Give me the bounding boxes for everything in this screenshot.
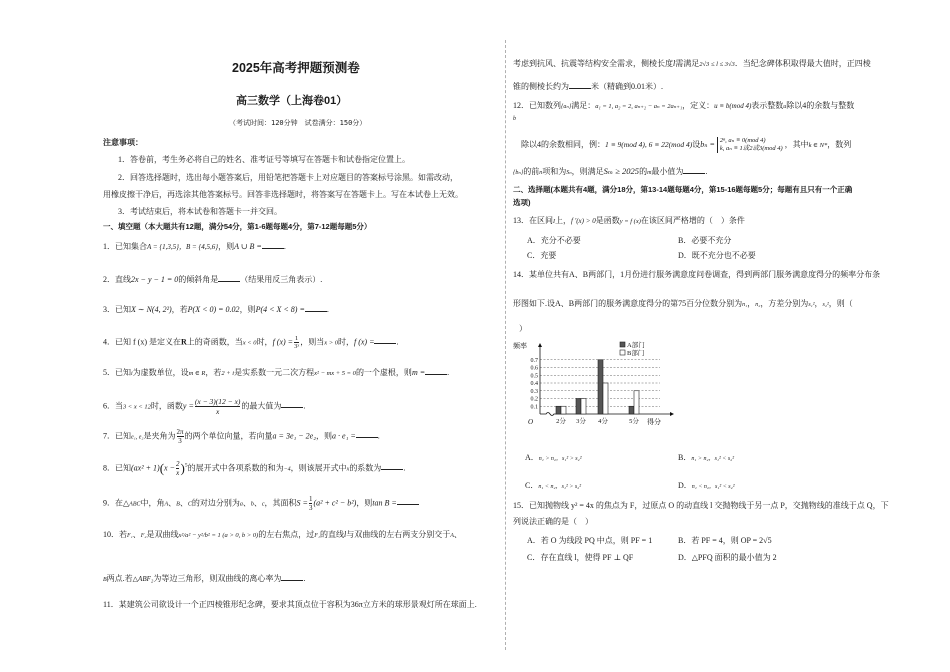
q11-text-3b: 米（精确到0.01米）.	[591, 82, 663, 91]
q5-text-h: 的一个虚根，则	[355, 368, 412, 377]
q15-option-b[interactable]: B．若 PF = 4，则 OP = 2√5	[678, 536, 772, 545]
q5-text-b: 为虚数单位，设	[132, 368, 189, 377]
q9-fraction	[309, 495, 313, 512]
q9-text-r: ，则	[356, 498, 373, 508]
legend-swatch-1	[620, 350, 625, 355]
q3-distribution: X ∼ N(4, 2²)	[131, 305, 172, 314]
notice-item-3: 3．考试结束后，将本试卷和答题卡一并交回。	[118, 207, 282, 216]
x-axis-arrow	[670, 412, 674, 416]
q12-seq-b: {bₙ}	[513, 170, 524, 176]
question-3: 3．已知X ∼ N(4, 2²)，若P(X < 0) = 0.02，则P(4 < X < 8) = .	[103, 305, 329, 314]
q4-cond-pos: x > 0	[324, 339, 338, 347]
q14-sep2: ，	[814, 299, 823, 308]
q14-option-d[interactable]	[678, 481, 735, 492]
q9-sep2: 、	[179, 498, 188, 508]
q14-option-b-math: n₁ > n₂，s₁² < s₂²	[691, 456, 735, 462]
q11-l: l	[673, 59, 676, 68]
q8-frac-den: x	[176, 469, 180, 477]
bar-a-4	[598, 360, 603, 414]
q9-side-c: c	[261, 501, 265, 508]
q10-triangle: △ABF₂	[132, 575, 154, 583]
q13-text-e: 是函数	[595, 216, 620, 225]
q12-text-3f: ，则满足	[571, 167, 604, 176]
y-tick-label-5: 0.6	[530, 365, 538, 372]
q11-text-3a: 锥的侧棱长约为	[513, 82, 569, 91]
q7-dot: a · e₁ =	[332, 431, 356, 441]
notice-item-2-cont: 用橡皮擦干净后，再选涂其他答案标号。回答非选择题时，将答案写在答题卡上。写在本试卷上无效。	[103, 190, 463, 199]
q14-option-a-math: n₁ > n₂，s₁² > s₂²	[538, 456, 582, 462]
q1-answer-blank[interactable]	[262, 240, 284, 249]
q13-function: y = f (x)	[619, 218, 641, 225]
x-axis-label: 得分	[647, 418, 661, 426]
q3-text-a: 3．已知	[103, 305, 131, 314]
q6-text-e: 的最大值为	[241, 401, 282, 411]
q5-answer-blank[interactable]	[425, 366, 447, 375]
q12-answer-blank[interactable]	[683, 165, 705, 174]
q7-frac-den: 3	[178, 437, 182, 445]
q15-option-a[interactable]: A．若 O 为线段 PQ 中点，则 PF = 1	[527, 536, 653, 545]
q12-text-2c: 设	[692, 139, 701, 149]
q5-text-a: 5．已知	[103, 368, 131, 377]
q4-real-set: R	[181, 337, 187, 347]
q12-k-set: k ∈ N*	[808, 141, 828, 149]
q1-union: A ∪ B =	[234, 242, 262, 251]
q3-prob-given: P(X < 0) = 0.02	[187, 305, 240, 314]
q9-side-a: a	[239, 501, 243, 508]
q12-text-2g: ，数列	[827, 139, 852, 149]
question-6: 6．当3 < x < 12时，函数y = $\frac{(x - 3)(12 - x)}{x}$ 的最大值为 .	[103, 397, 306, 416]
q2-text-d: （结果用反三角表示）.	[240, 275, 323, 284]
q12-text-2a: 除以4的余数相同，例：	[521, 139, 605, 149]
q12-m: m	[647, 170, 652, 176]
q9-angle-C: C	[187, 501, 192, 508]
q8-text-f: ，则该展开式中	[290, 463, 347, 473]
q12-Sm: Sₘ ≥ 2025	[603, 166, 640, 176]
q9-answer-blank[interactable]	[397, 496, 419, 505]
q8-rparen: )	[180, 460, 185, 476]
q9-tanB: tan B =	[372, 498, 397, 508]
q9-text-c: 中，角	[140, 498, 165, 508]
q9-angle-A: A	[164, 501, 169, 508]
legend-label-0: A部门	[627, 342, 645, 349]
question-1: 1．已知集合A = {1,3,5}，B = {4,5,6}，则A ∪ B = .	[103, 242, 286, 251]
question-15: 15．已知抛物线 y² = 4x 的焦点为 F，过原点 O 的动直线 l 交抛物线于另一点 P，交抛物线的准线于点 Q，下	[513, 501, 889, 510]
bar-b-2	[561, 406, 566, 414]
notice-item-1: 1．答卷前，考生务必将自己的姓名、准考证号等填写在答题卡和试卷指定位置上。	[118, 155, 410, 164]
q13-interval: I	[553, 219, 555, 225]
q9-triangle: ABC	[129, 501, 141, 508]
q12-recurrence: a₁ = 1, a₂ = 2, aₙ₊₂ − aₙ = 2aₙ₊₁	[595, 103, 683, 110]
q14-text-2i: ，则（	[828, 299, 853, 308]
q1-text-a: 1．已知集合	[103, 242, 147, 251]
q8-x: x	[346, 466, 350, 473]
y-tick-label-1: 0.2	[530, 396, 538, 403]
question-10-line2: B两点.若△ABF₂为等边三角形，则双曲线的离心率为 .	[103, 574, 306, 583]
section2-heading: 二、选择题(本题共有4题，满分18分，第13-14题每题4分，第15-16题每题5分；每题有且只有一个正确	[513, 185, 853, 194]
bar-b-3	[581, 399, 586, 415]
q12-text-3d: 项和为	[542, 167, 567, 176]
x-tick-label-0: 2分	[556, 418, 566, 425]
exam-title: 2025年高考押题预测卷	[232, 61, 360, 75]
q11-text-2e: ．当纪念碑体积取得最大值时，正四棱	[734, 59, 871, 68]
q14-text-2a: 形图如下.设A、B两部门的服务满意度得分的第75百分位数分别为	[513, 299, 743, 308]
q7-text-d: 的两个单位向量，若向量	[184, 431, 273, 441]
bar-b-4	[603, 383, 608, 414]
q10-F1: F₁	[127, 533, 133, 539]
bar-a-5	[629, 406, 634, 414]
bar-b-5	[634, 391, 639, 414]
q10-text-2d: 为等边三角形，则双曲线的离心率为	[153, 574, 282, 583]
q12-text-1a: 12．已知数列	[513, 101, 561, 110]
frequency-bar-chart	[510, 336, 685, 432]
q8-frac-num: 2	[175, 460, 180, 468]
q12-text-1i: 除以4的余数与整数	[786, 101, 855, 110]
q14-s2: s₂²	[822, 302, 829, 308]
q9-text-i: 的对边分别为	[191, 498, 240, 508]
q10-sep2: 、	[453, 530, 462, 539]
question-14-line3: ）	[519, 324, 527, 333]
q8-text-a: 8．已知	[103, 463, 131, 473]
q10-A: A	[450, 533, 454, 539]
y-tick-label-2: 0.3	[530, 388, 538, 395]
q4-cond-neg: x < 0	[242, 339, 257, 347]
question-5: 5．已知i为虚数单位，设m ∈ R，若2 + i是实系数一元二次方程x² − mx + 5 = 0的一个虚根，则m = .	[103, 368, 450, 377]
legend-swatch-0	[620, 342, 625, 347]
column-divider	[505, 40, 506, 650]
q8-lparen: (	[159, 460, 165, 476]
q6-frac-num: (x − 3)(12 − x)	[194, 397, 241, 406]
q12-text-3b: 的前	[523, 167, 540, 176]
q8-answer-blank[interactable]	[381, 461, 403, 470]
q8-fraction	[176, 460, 180, 477]
q10-B: B	[103, 577, 107, 583]
q7-fraction	[177, 428, 184, 445]
q12-seq-a: {aₙ}	[561, 104, 572, 110]
q7-text-a: 7．已知	[103, 431, 131, 441]
q13-text-g: 在该区间严格增的（ ）条件	[640, 216, 745, 225]
q7-frac-num: 2π	[176, 428, 184, 436]
q2-text-a: 2．直线	[103, 275, 131, 284]
question-12	[513, 101, 854, 112]
q12-text-1g: 表示整数	[751, 101, 784, 110]
section2-heading-cont: 选项)	[513, 198, 531, 207]
q4-text-i: 时，	[337, 337, 354, 347]
q14-sep1: ，	[747, 299, 756, 308]
question-13	[513, 216, 745, 227]
q6-y: y =	[182, 401, 194, 411]
q12-piecewise	[717, 137, 783, 153]
q2-line-eq: 2x − y − 1 = 0	[131, 275, 179, 284]
q11-answer-blank[interactable]	[569, 80, 591, 89]
bar-a-3	[576, 399, 581, 415]
y-axis-label: 频率	[513, 342, 527, 350]
q12-b: b	[513, 116, 516, 122]
q10-answer-blank[interactable]	[281, 572, 303, 581]
q8-sum: −4	[283, 466, 291, 473]
q8-binom: x −	[164, 463, 175, 473]
x-tick-label-1: 3分	[576, 418, 586, 425]
question-9	[103, 495, 419, 512]
q4-answer-blank[interactable]	[374, 335, 396, 344]
q12-mod-def: u ≡ b(mod 4)	[714, 102, 752, 110]
q10-text-i: 的直线	[319, 530, 344, 539]
q1-text-c: ，则	[218, 242, 235, 251]
q9-sep1: 、	[168, 498, 177, 508]
q11-text-2a: 考虑到抗风、抗震等结构安全需求，侧棱长度	[513, 59, 673, 68]
q3-text-e: ，则	[239, 305, 256, 314]
q6-answer-blank[interactable]	[281, 399, 303, 408]
question-8: 8．已知(ax² + 1)(x − $\frac{2}{x}$ )$^5$的展开式中各项系数的和为−4，则该展开式中x的系数为 .	[103, 460, 406, 477]
q14-s1: s₁²	[808, 302, 815, 308]
q9-area-expr: (a² + c² − b²)	[313, 498, 357, 508]
q5-text-f: 是实系数一元二次方程	[234, 368, 315, 377]
q12-text-1c: 满足：	[571, 101, 596, 110]
question-11-line3	[513, 80, 663, 92]
question-2	[103, 273, 322, 285]
q7-text-c: 是夹角为	[143, 431, 176, 441]
q12-text-3j: 最小值为	[651, 167, 684, 176]
q4-text-a: 4．已知 f (x) 是定义在	[103, 337, 181, 347]
y-tick-label-3: 0.4	[530, 381, 538, 387]
exam-subtitle: 高三数学（上海卷01）	[236, 95, 348, 107]
q10-text-g: 的左右焦点，过	[258, 530, 315, 539]
q12-u: u	[783, 104, 787, 110]
q14-n2: n₂	[755, 302, 761, 308]
q12-example: 1 ≡ 9(mod 4), 6 ≡ 22(mod 4)	[605, 139, 693, 149]
q7-text-f: ，则	[316, 431, 333, 441]
q8-factor: (ax² + 1)	[131, 463, 160, 473]
q4-fraction	[294, 335, 299, 350]
q8-text-h: 的系数为	[349, 463, 382, 473]
x-tick-label-3: 5分	[629, 418, 639, 425]
question-15-line2: 列说法正确的是（ ）	[513, 517, 593, 526]
q4-fx: f (x) =	[272, 337, 294, 347]
q7-vectors: e₁, e₂	[131, 434, 144, 441]
notice-heading: 注意事项：	[103, 138, 143, 147]
q14-option-a[interactable]	[525, 453, 582, 464]
q9-S: S =	[296, 498, 308, 508]
q5-text-d: ，若	[205, 368, 222, 377]
q6-domain: 3 < x < 12	[123, 403, 151, 411]
q4-text-g: ，则当	[300, 337, 325, 347]
q13-derivative: f ′(x) > 0	[571, 217, 596, 225]
q3-prob-ask: P(4 < X < 8) =	[255, 305, 305, 314]
q4-frac-den: 3ˣ	[294, 343, 300, 350]
q10-hyperbola: x²/a² − y²/b² = 1 (a > 0, b > 0)	[178, 532, 259, 539]
y-tick-label-6: 0.7	[530, 357, 538, 364]
q5-imag-unit: i	[131, 371, 133, 377]
q6-fraction	[195, 397, 241, 416]
q14-text-2e: ，方差分别为	[760, 299, 809, 308]
exam-info: （考试时间：120分钟 试卷满分：150分）	[229, 119, 367, 127]
notice-item-2: 2．回答选择题时，选出每小题答案后，用铅笔把答题卡上对应题目的答案标号涂黑。如需改动，	[118, 173, 458, 182]
q9-sep3: 、	[242, 498, 251, 508]
y-axis-arrow	[538, 343, 542, 347]
question-14-line2	[513, 299, 853, 310]
question-4: 4．已知 f (x) 是定义在R上的奇函数，当x < 0时，f (x) = $\frac{1}{\text{3ˣ}}$ ，则当x > 0时，f (x) = .	[103, 335, 399, 350]
q12-bn: bₙ =	[700, 139, 715, 149]
y-tick-label-4: 0.5	[530, 373, 538, 380]
q3-text-c: ，若	[171, 305, 188, 314]
question-14: 14．某单位共有A、B两部门，1月份进行服务满意度问卷调查，得到两部门服务满意度得分的频率分布条	[513, 270, 881, 279]
q9-angle-B: B	[176, 501, 180, 508]
x-tick-label-2: 4分	[598, 418, 608, 425]
q12-n: n	[539, 170, 543, 176]
q6-text-c: 时，函数	[150, 401, 183, 411]
q12-text-1e: ，定义：	[682, 101, 715, 110]
q9-frac-num: 1	[308, 495, 313, 503]
q13-text-a: 13．在区间	[513, 216, 553, 225]
q8-text-d: 的展开式中各项系数的和为	[187, 463, 284, 473]
q12-case-1: 2ⁿ, aₙ ≡ 0(mod 4)	[719, 137, 766, 144]
q5-complex: 2 + i	[221, 370, 235, 377]
q9-frac-den: 3	[308, 504, 313, 512]
q3-answer-blank[interactable]	[305, 303, 327, 312]
question-12-line3: {bₙ}的前n项和为Sₙ，则满足Sₘ ≥ 2025的m最小值为 .	[513, 166, 708, 176]
q8-exponent: 5	[184, 462, 188, 469]
q13-option-c[interactable]: C．充要	[527, 251, 557, 260]
q14-option-a-label: A．	[525, 453, 539, 462]
q9-side-b: b	[250, 501, 254, 508]
q10-line-l: l	[343, 530, 347, 539]
q10-sep1: 、	[132, 530, 141, 539]
q13-text-c: 上，	[555, 216, 571, 225]
q10-F2: F₂	[140, 533, 147, 539]
q9-text-o: ，其面积	[264, 498, 297, 508]
q15-option-d[interactable]: D．△PFQ 面积的最小值为 2	[678, 553, 777, 562]
q1-sets: A = {1,3,5}，B = {4,5,6}	[147, 243, 219, 251]
y-tick-label-0: 0.1	[530, 404, 538, 411]
q10-text-k: 与双曲线的左右两支分别交于	[346, 530, 451, 539]
question-11-line2	[513, 59, 871, 70]
q9-text-a: 9．在△	[103, 498, 130, 508]
q2-text-c: 的倾斜角是	[178, 275, 219, 284]
q7-vector-a: a = 3e₁ − 2e₂	[272, 431, 317, 441]
question-12-line2	[521, 137, 851, 153]
q5-equation: x² − mx + 5 = 0	[314, 370, 356, 377]
q4-frac-num: 1	[295, 335, 299, 342]
q15-option-c[interactable]: C．存在直线 l，使得 PF ⊥ QF	[527, 553, 634, 562]
question-7: 7．已知e₁, e₂是夹角为 $\frac{2\pi}{3}$ 的两个单位向量，若向量a = 3e₁ − 2e₂，则a · e₁ = .	[103, 428, 380, 445]
q12-text-2e: ，其中	[784, 139, 809, 149]
q4-text-b: 上的奇函数，当	[186, 337, 243, 347]
origin-label: O	[528, 418, 534, 426]
q9-sep4: 、	[253, 498, 262, 508]
q13-option-b[interactable]: B．必要不充分	[678, 236, 732, 245]
q10-text-a: 10．若	[103, 530, 127, 539]
q13-option-d[interactable]: D．既不充分也不必要	[678, 251, 756, 260]
q14-option-c-label: C．	[525, 481, 539, 490]
bar-a-2	[556, 406, 561, 414]
question-10	[103, 530, 462, 541]
q10-text-2b: 两点.若	[106, 574, 133, 583]
legend-label-1: B部门	[627, 350, 645, 357]
q14-option-b-label: B．	[678, 453, 692, 462]
q12-Sn: Sₙ	[566, 170, 572, 176]
q13-option-a[interactable]: A．充分不必要	[527, 236, 581, 245]
question-11: 11．某建筑公司欲设计一个正四棱锥形纪念碑，要求其顶点位于容积为36π立方米的球形景观灯所在球面上.	[103, 600, 477, 609]
q2-answer-blank[interactable]	[218, 273, 240, 282]
q6-frac-den: x	[215, 407, 220, 416]
q5-m-real: m ∈ R	[188, 370, 206, 377]
q7-answer-blank[interactable]	[356, 429, 378, 438]
q4-text-d: 时，	[256, 337, 273, 347]
section1-heading: 一、填空题（本大题共有12题，满分54分，第1-6题每题4分，第7-12题每题5分）	[103, 222, 372, 231]
q10-F1b: F₁	[314, 533, 320, 539]
q11-text-2c: 需满足	[675, 59, 700, 68]
q14-option-c-math: n₁ < n₂，s₁² > s₂²	[538, 484, 582, 490]
q14-option-c[interactable]	[525, 481, 581, 492]
q14-option-b[interactable]	[678, 453, 734, 464]
q14-option-d-math: n₁ < n₂，s₁² < s₂²	[691, 484, 735, 490]
q12-case-2: k, aₙ ≡ 1或2或3(mod 4)	[719, 145, 783, 152]
q14-option-d-label: D．	[678, 481, 692, 490]
q14-n1: n₁	[742, 302, 748, 308]
q6-text-a: 6．当	[103, 401, 123, 411]
q12-text-3h: 的	[639, 167, 648, 176]
q10-text-e: 是双曲线	[146, 530, 179, 539]
q4-fx-ask: f (x) =	[353, 337, 375, 347]
q11-range: 2√3 ≤ l ≤ 3√3	[699, 61, 735, 68]
q5-m-ask: m =	[411, 368, 426, 377]
